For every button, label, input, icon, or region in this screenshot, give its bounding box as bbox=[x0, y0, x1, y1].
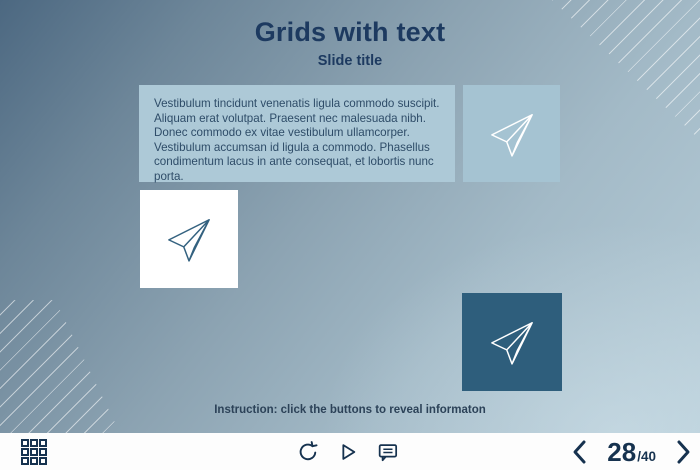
chevron-left-icon bbox=[570, 439, 590, 465]
page-title: Grids with text bbox=[254, 17, 446, 47]
player-toolbar bbox=[0, 433, 700, 470]
player-nav-controls bbox=[569, 433, 694, 470]
comments-button[interactable] bbox=[376, 440, 400, 464]
comment-icon bbox=[377, 441, 399, 463]
prev-button[interactable] bbox=[569, 439, 591, 465]
page-total: /40 bbox=[637, 448, 656, 464]
page-current: 28 bbox=[607, 436, 637, 467]
play-button[interactable] bbox=[336, 440, 360, 464]
replay-icon bbox=[297, 441, 319, 463]
menu-button[interactable] bbox=[20, 438, 48, 466]
replay-button[interactable] bbox=[296, 440, 320, 464]
paper-plane-icon bbox=[161, 211, 217, 267]
player-center-controls bbox=[296, 433, 400, 470]
paper-plane-icon bbox=[484, 314, 540, 370]
reveal-tile-light[interactable] bbox=[463, 85, 560, 182]
play-icon bbox=[337, 441, 359, 463]
page-counter bbox=[607, 436, 656, 467]
grid-menu-icon bbox=[21, 439, 47, 465]
reveal-tile-dark[interactable] bbox=[462, 293, 562, 391]
body-text-block bbox=[139, 85, 455, 182]
next-button[interactable] bbox=[672, 439, 694, 465]
instruction-text: Instruction: click the buttons to reveal informaton bbox=[214, 404, 486, 416]
body-text: Vestibulum tincidunt venenatis ligula commodo suscipit. Aliquam erat volutpat. Praesent nec malesuada nibh. Donec commodo ex vitae vestibulum ullamcorper. Vestibulum accumsan id ligula a commodo. Phasellus condimentum lacus in ante consequat, et lobortis nunc porta. bbox=[154, 97, 440, 183]
slide-subtitle: Slide title bbox=[317, 53, 383, 69]
reveal-tile-white[interactable] bbox=[140, 190, 238, 288]
paper-plane-icon bbox=[484, 106, 540, 162]
chevron-right-icon bbox=[673, 439, 693, 465]
